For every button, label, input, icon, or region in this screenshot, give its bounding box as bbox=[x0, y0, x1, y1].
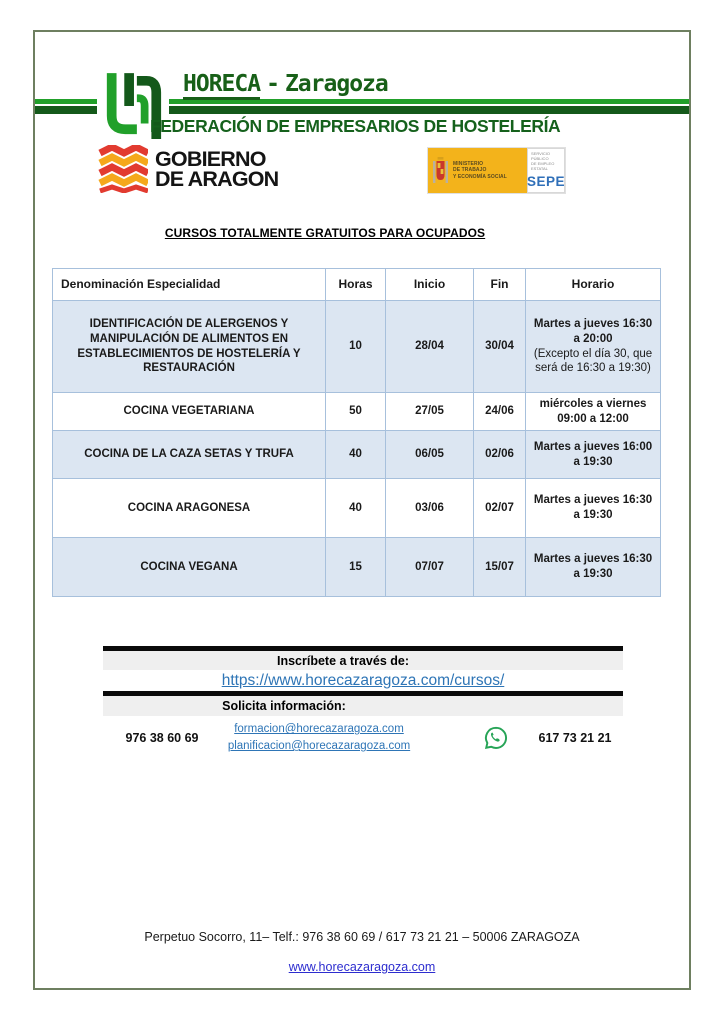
courses-table bbox=[52, 268, 661, 597]
brand-city: Zaragoza bbox=[284, 71, 388, 97]
ministry-line2: DE TRABAJO bbox=[453, 167, 487, 174]
inscribe-label-band bbox=[103, 651, 623, 670]
col-header-horario: Horario bbox=[526, 269, 661, 301]
course-schedule-text: Martes a jueves 16:30 a 19:30 bbox=[533, 553, 653, 580]
federation-subtitle: FEDERACIÓN DE EMPRESARIOS DE HOSTELERÍA bbox=[150, 116, 561, 136]
course-name-cell: COCINA VEGETARIANA bbox=[53, 393, 326, 431]
sepe-wordmark: SEPE bbox=[526, 173, 566, 189]
email-formacion-link[interactable]: formacion@horecazaragoza.com bbox=[234, 723, 404, 736]
courses-table-body bbox=[53, 301, 661, 597]
course-schedule-text: Martes a jueves 16:30 a 19:30 bbox=[533, 494, 653, 521]
col-header-denominacion: Denominación Especialidad bbox=[53, 269, 326, 301]
email-planificacion-link[interactable]: planificacion@horecazaragoza.com bbox=[227, 740, 411, 752]
course-name-cell: COCINA ARAGONESA bbox=[53, 479, 326, 538]
email-links bbox=[221, 721, 417, 754]
courses-url-line bbox=[103, 670, 623, 691]
ministry-line1: MINISTERIO bbox=[453, 161, 484, 168]
sepe-small-line1: SERVICIO PÚBLICO bbox=[531, 151, 551, 162]
info-label: Solicita información: bbox=[222, 699, 346, 713]
table-row bbox=[53, 431, 661, 479]
course-hours-cell: 15 bbox=[326, 538, 386, 597]
course-schedule-cell bbox=[526, 393, 661, 431]
footer-website-line bbox=[0, 960, 724, 974]
gobierno-text bbox=[155, 146, 279, 191]
ministry-block bbox=[428, 148, 527, 193]
course-schedule-text: miércoles a viernes 09:00 a 12:00 bbox=[539, 397, 647, 425]
course-end-cell: 02/07 bbox=[474, 479, 526, 538]
col-header-horas: Horas bbox=[326, 269, 386, 301]
gobierno-line2: DE ARAGON bbox=[155, 167, 279, 191]
table-header-row bbox=[53, 269, 661, 301]
course-start-cell: 03/06 bbox=[386, 479, 474, 538]
sepe-small-line2: DE EMPLEO ESTATAL bbox=[531, 161, 555, 171]
table-row bbox=[53, 301, 661, 393]
table-row bbox=[53, 538, 661, 597]
course-schedule-note: (Excepto el día 30, que será de 16:30 a 19:30) bbox=[533, 347, 653, 375]
inscription-block bbox=[103, 646, 623, 756]
course-end-cell: 15/07 bbox=[474, 538, 526, 597]
phone-number-landline: 976 38 60 69 bbox=[125, 731, 199, 745]
course-schedule-cell bbox=[526, 301, 661, 393]
course-end-cell: 24/06 bbox=[474, 393, 526, 431]
spain-coat-of-arms-icon bbox=[432, 155, 449, 187]
course-schedule-cell bbox=[526, 431, 661, 479]
course-end-cell: 30/04 bbox=[474, 301, 526, 393]
course-schedule-text: Martes a jueves 16:00 a 19:30 bbox=[533, 440, 653, 468]
brand-separator: - bbox=[266, 71, 279, 97]
brand-line bbox=[183, 71, 388, 97]
course-schedule-cell bbox=[526, 479, 661, 538]
phone-number-mobile: 617 73 21 21 bbox=[538, 731, 612, 745]
course-end-cell: 02/06 bbox=[474, 431, 526, 479]
courses-url-link[interactable]: https://www.horecazaragoza.com/cursos/ bbox=[221, 671, 505, 689]
col-header-inicio: Inicio bbox=[386, 269, 474, 301]
course-hours-cell: 40 bbox=[326, 431, 386, 479]
course-start-cell: 07/07 bbox=[386, 538, 474, 597]
whatsapp-icon bbox=[483, 725, 509, 751]
website-link[interactable]: www.horecazaragoza.com bbox=[288, 960, 436, 974]
brand-name: HORECA bbox=[183, 71, 260, 100]
contact-row bbox=[103, 716, 623, 756]
info-label-band bbox=[103, 696, 623, 716]
ministry-line3: Y ECONOMÍA SOCIAL bbox=[453, 173, 507, 180]
course-start-cell: 06/05 bbox=[386, 431, 474, 479]
page-title: CURSOS TOTALMENTE GRATUITOS PARA OCUPADOS bbox=[164, 226, 486, 240]
gobierno-line1: GOBIERNO bbox=[155, 146, 266, 171]
course-start-cell: 27/05 bbox=[386, 393, 474, 431]
course-name-cell: COCINA VEGANA bbox=[53, 538, 326, 597]
course-hours-cell: 10 bbox=[326, 301, 386, 393]
col-header-fin: Fin bbox=[474, 269, 526, 301]
course-schedule-text: Martes a jueves 16:30 a 20:00 bbox=[533, 317, 653, 345]
course-name-cell: IDENTIFICACIÓN DE ALERGENOS Y MANIPULACIÓN DE ALIMENTOS EN ESTABLECIMIENTOS DE HOSTELERÍA Y RESTAURACIÓN bbox=[53, 301, 326, 393]
sepe-block bbox=[527, 148, 565, 193]
course-schedule-cell bbox=[526, 538, 661, 597]
inscribe-label: Inscríbete a través de: bbox=[276, 653, 409, 668]
table-row bbox=[53, 479, 661, 538]
course-hours-cell: 50 bbox=[326, 393, 386, 431]
ministry-text bbox=[453, 161, 507, 180]
gobierno-aragon-logo bbox=[98, 145, 278, 193]
table-row bbox=[53, 393, 661, 431]
course-name-cell: COCINA DE LA CAZA SETAS Y TRUFA bbox=[53, 431, 326, 479]
course-hours-cell: 40 bbox=[326, 479, 386, 538]
course-start-cell: 28/04 bbox=[386, 301, 474, 393]
aragon-flag-icon bbox=[98, 145, 148, 193]
ministry-sepe-logo bbox=[428, 148, 565, 193]
footer-address: Perpetuo Socorro, 11– Telf.: 976 38 60 69 / 617 73 21 21 – 50006 ZARAGOZA bbox=[144, 930, 580, 944]
